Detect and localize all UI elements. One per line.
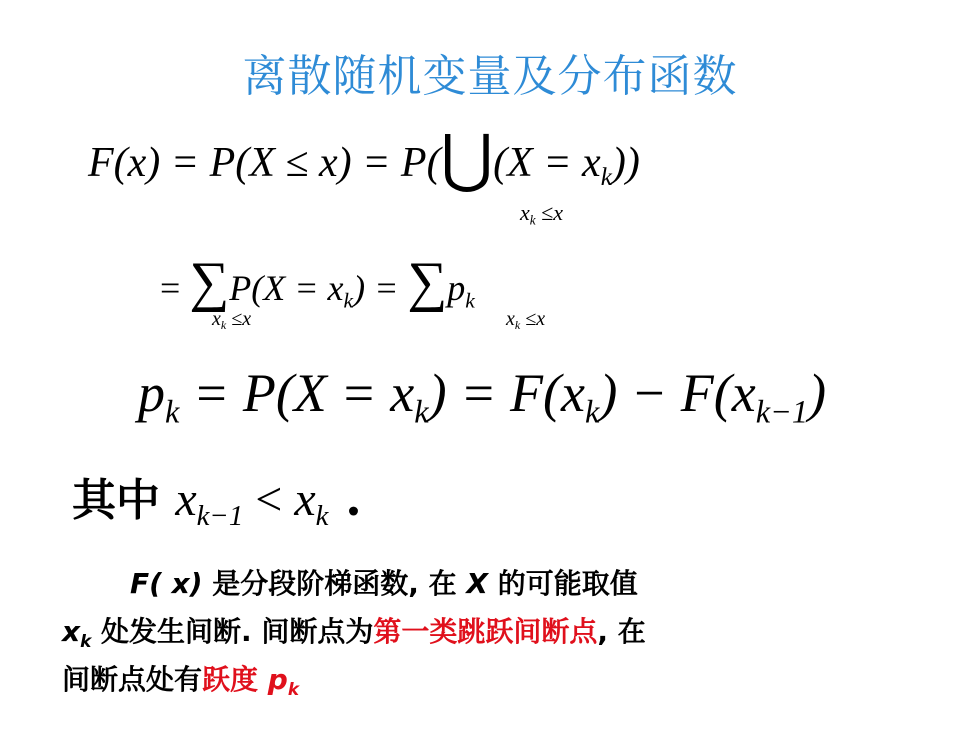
formula-probability-mass [138,362,826,431]
highlight-jump-discontinuity: 第一类跳跃间断点 [373,615,598,648]
eq1-close: )) [611,140,640,186]
paragraph-line-1 [130,562,638,602]
union-subscript [520,200,563,229]
line2-text-b: , 在 [597,615,646,648]
eq3-p-sub: k [165,394,180,431]
line2-text-a: 处发生间断. 间断点为 [91,615,374,648]
sigma1-sub-k: k [220,318,227,333]
formula-condition [72,464,362,533]
eq3-d: ) [808,363,827,423]
sigma2-sub-x: x [506,308,515,330]
eq3-a-sub: k [414,394,429,431]
union-sub-rest: ≤x [535,200,563,225]
text-fx: F( x) [130,567,203,600]
eq4-lt: < [243,473,295,526]
eq3-b: ) = F(x [428,363,585,423]
eq4-x2-sub: k [315,500,329,533]
sigma-symbol-2: ∑ [407,251,448,313]
eq2-term2-sub: k [465,288,475,313]
sigma1-subscript [212,308,251,333]
eq4-lead: 其中 [72,475,176,526]
eq2-sub-k: k [343,288,354,313]
eq4-x2: x [294,473,316,526]
sigma2-sub-k: k [514,318,521,333]
eq3-p: p [138,363,165,423]
union-sub-k: k [529,212,536,228]
eq1-lhs: F(x) = P(X ≤ x) = P( [88,140,441,186]
union-sub-x: x [520,200,530,225]
paragraph-line-2 [62,610,646,651]
sigma-symbol-1: ∑ [189,251,230,313]
eq4-dot: . [328,471,362,527]
text-xk-sub: k [80,630,92,651]
sigma2-subscript [506,308,545,333]
eq3-c: ) − F(x [599,363,756,423]
eq3-c-sub: k−1 [755,394,809,431]
eq4-x1-sub: k−1 [196,500,244,533]
eq4-x1: x [175,473,197,526]
eq1-rhs: (X = x [493,140,601,186]
eq2-equals: = [160,268,190,308]
union-symbol: ⋃ [440,123,494,194]
eq3-b-sub: k [584,394,600,431]
sigma1-sub-rest: ≤x [226,308,252,330]
eq3-a: = P(X = x [179,363,415,423]
formula-sum [160,250,475,314]
eq1-sub-k: k [600,163,612,191]
highlight-jump-size: 跃度 [202,663,268,696]
sigma1-sub-x: x [212,308,221,330]
line1-text-b: 的可能取值 [488,567,638,600]
eq2-term1-end: ) = [353,268,408,308]
eq2-term1: P(X = x [229,268,344,308]
page-title: 离散随机变量及分布函数 [242,51,738,102]
text-X: X [466,567,489,600]
line3-text-a: 间断点处有 [62,663,203,696]
sigma2-sub-rest: ≤x [520,308,546,330]
eq2-term2: p [447,268,466,308]
text-pk: p [267,663,288,696]
text-xk: x [62,615,81,648]
text-pk-sub: k [287,678,299,699]
formula-distribution-function [88,118,640,192]
paragraph-line-3 [62,658,299,699]
line1-text-a: 是分段阶梯函数, 在 [202,567,467,600]
